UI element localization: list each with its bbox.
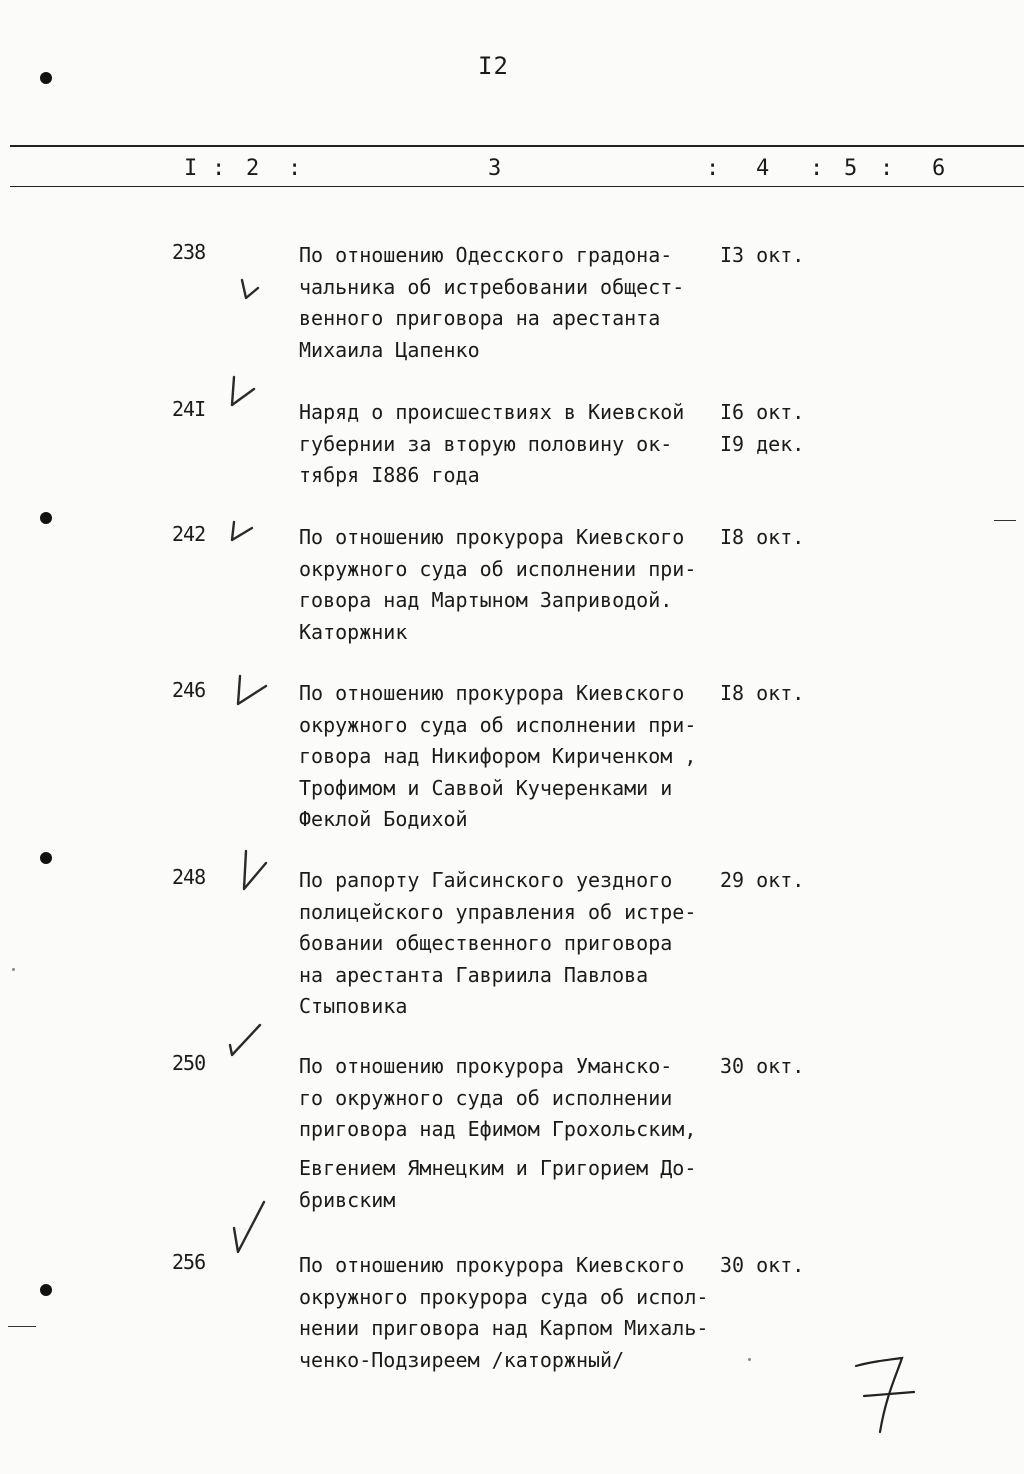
column-separator: : bbox=[706, 156, 720, 181]
header-rule bbox=[10, 186, 1024, 187]
entry-number: 248 bbox=[172, 865, 206, 889]
entry-date: I8 окт. bbox=[720, 681, 805, 705]
punch-hole bbox=[40, 1284, 52, 1296]
folio-number-icon bbox=[850, 1352, 920, 1437]
check-mark-icon bbox=[228, 845, 276, 901]
entry-number: 24I bbox=[172, 397, 206, 421]
entry-description: По отношению прокурора Уманско- го окружного суда об исполнении приговора над Ефимом Грохольским, bbox=[299, 1054, 697, 1141]
entry-description: По рапорту Гайсинского уездного полицейского управления об истре- бовании общественного приговора на арестанта Гавриила Павлова Стыповика bbox=[299, 868, 697, 1018]
check-mark-icon bbox=[222, 1021, 270, 1077]
speck bbox=[748, 1358, 751, 1361]
entry-date: I3 окт. bbox=[720, 243, 805, 267]
top-rule bbox=[10, 145, 1024, 147]
entry-date: I8 окт. bbox=[720, 525, 805, 549]
column-separator: : bbox=[288, 156, 302, 181]
punch-hole bbox=[40, 72, 52, 84]
entry-description: По отношению прокурора Киевского окружного суда об исполнении при- говора над Никифором Кириченком , Трофимом и Саввой Кучеренками и Феклой Бодихой bbox=[299, 681, 697, 831]
column-header-4: 4 bbox=[756, 156, 770, 181]
entry-date: 30 окт. bbox=[720, 1054, 805, 1078]
column-separator: : bbox=[212, 156, 226, 181]
punch-hole bbox=[40, 852, 52, 864]
page-number: I2 bbox=[478, 52, 509, 80]
entry-description: По отношению Одесского градона- чальника об истребовании общест- венного приговора на арестанта Михаила Цапенко bbox=[299, 243, 685, 362]
check-mark-icon bbox=[228, 260, 276, 316]
check-mark-icon bbox=[220, 367, 268, 423]
entry-description-continued: Евгением Ямнецким и Григорием До- бривским bbox=[299, 1156, 697, 1212]
column-header-1: I bbox=[184, 156, 198, 181]
entry-date: 30 окт. bbox=[720, 1253, 805, 1277]
entry-number: 256 bbox=[172, 1250, 206, 1274]
margin-dash bbox=[994, 520, 1016, 521]
margin-dash bbox=[8, 1326, 36, 1327]
entry-number: 238 bbox=[172, 240, 206, 264]
entry-description: По отношению прокурора Киевского окружного суда об исполнении при- говора над Мартыном Заприводой. Каторжник bbox=[299, 525, 697, 644]
check-mark-icon bbox=[226, 670, 274, 726]
column-header-5: 5 bbox=[844, 156, 858, 181]
check-mark-icon bbox=[222, 512, 270, 568]
entry-number: 242 bbox=[172, 522, 206, 546]
entry-description: По отношению прокурора Киевского окружного прокурора суда об испол- нении приговора над Карпом Михаль- ченко-Подзиреем /каторжный/ bbox=[299, 1253, 709, 1372]
column-header-2: 2 bbox=[246, 156, 260, 181]
column-separator: : bbox=[880, 156, 894, 181]
entry-number: 246 bbox=[172, 678, 206, 702]
punch-hole bbox=[40, 512, 52, 524]
column-header-3: 3 bbox=[488, 156, 502, 181]
entry-date: 29 окт. bbox=[720, 868, 805, 892]
column-header-6: 6 bbox=[932, 156, 946, 181]
check-mark-icon bbox=[224, 1198, 272, 1254]
entry-date: I6 окт. I9 дек. bbox=[720, 400, 805, 456]
entry-description: Наряд о происшествиях в Киевской губернии за вторую половину ок- тября I886 года bbox=[299, 400, 685, 487]
entry-number: 250 bbox=[172, 1051, 206, 1075]
column-separator: : bbox=[810, 156, 824, 181]
speck bbox=[12, 968, 15, 971]
